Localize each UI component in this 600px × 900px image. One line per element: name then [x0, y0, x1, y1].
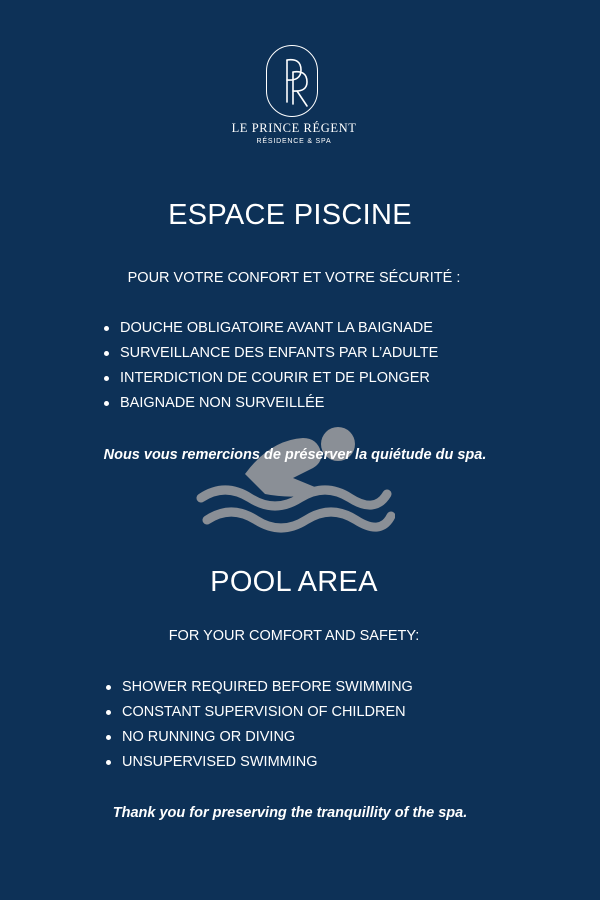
- swimmer-icon: [195, 422, 395, 542]
- list-item: SURVEILLANCE DES ENFANTS PAR L’ADULTE: [104, 341, 438, 366]
- french-thanks: Nous vous remercions de préserver la quiétude du spa.: [103, 447, 487, 463]
- list-item: UNSUPERVISED SWIMMING: [106, 750, 413, 775]
- french-subtitle: POUR VOTRE CONFORT ET VOTRE SÉCURITÉ :: [127, 270, 461, 286]
- english-title: POOL AREA: [210, 566, 378, 598]
- english-rules-list: [106, 675, 413, 775]
- list-item: CONSTANT SUPERVISION OF CHILDREN: [106, 700, 413, 725]
- french-rules-list: [104, 316, 438, 416]
- french-title: ESPACE PISCINE: [168, 199, 412, 231]
- pr-monogram-icon: [266, 45, 318, 117]
- list-item: DOUCHE OBLIGATOIRE AVANT LA BAIGNADE: [104, 316, 438, 341]
- brand-tagline: RÉSIDENCE & SPA: [256, 138, 332, 145]
- list-item: SHOWER REQUIRED BEFORE SWIMMING: [106, 675, 413, 700]
- list-item: NO RUNNING OR DIVING: [106, 725, 413, 750]
- list-item: INTERDICTION DE COURIR ET DE PLONGER: [104, 366, 438, 391]
- english-thanks: Thank you for preserving the tranquillity of the spa.: [112, 805, 468, 821]
- brand-name: LE PRINCE RÉGENT: [231, 121, 357, 135]
- english-subtitle: FOR YOUR COMFORT AND SAFETY:: [168, 628, 420, 644]
- list-item: BAIGNADE NON SURVEILLÉE: [104, 391, 438, 416]
